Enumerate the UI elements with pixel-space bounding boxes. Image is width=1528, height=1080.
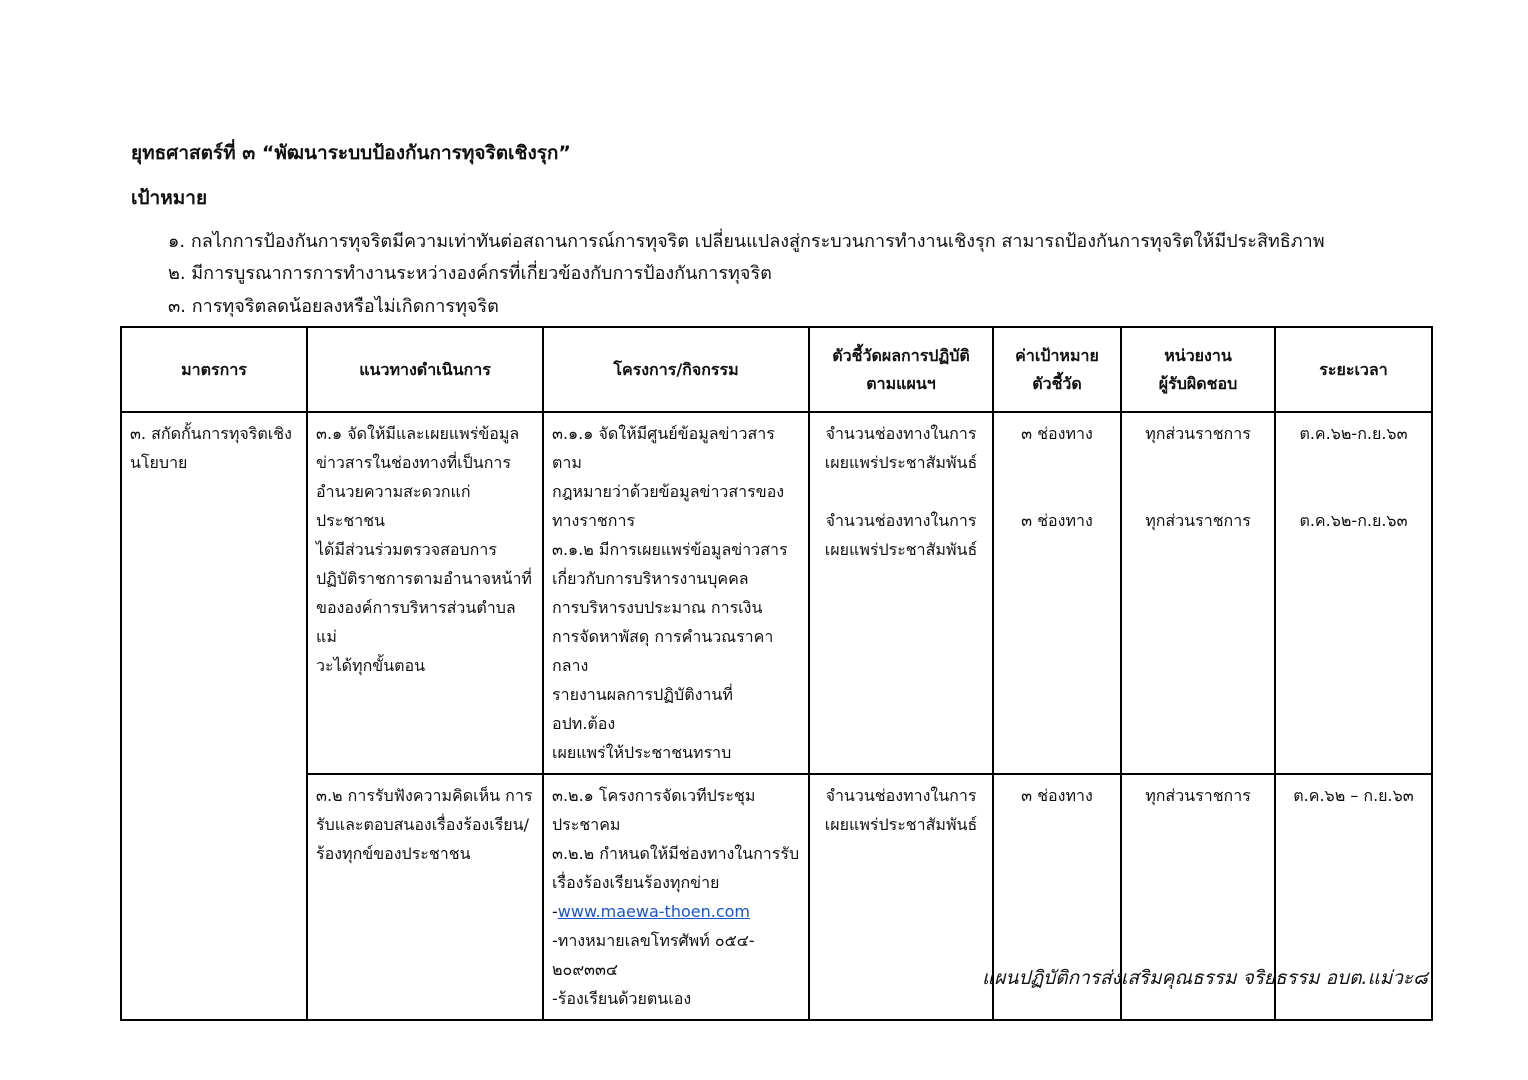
approach-line: ๓.๑ จัดให้มีและเผยแพร่ข้อมูล bbox=[316, 424, 520, 443]
project-line: ๓.๒.๑ โครงการจัดเวทีประชุม bbox=[552, 786, 756, 805]
header-measure: มาตรการ bbox=[121, 327, 307, 412]
website-line bbox=[552, 897, 800, 926]
project-line: ๓.๒.๒ กำหนดให้มีช่องทางในการรับ bbox=[552, 844, 800, 863]
header-unit-line-2: ผู้รับผิดชอบ bbox=[1158, 373, 1238, 393]
target-cell bbox=[993, 412, 1121, 774]
approach-line: ๓.๒ การรับฟังความคิดเห็น การ bbox=[316, 786, 533, 805]
indicator-line: เผยแพร่ประชาสัมพันธ์ bbox=[824, 540, 978, 559]
header-project: โครงการ/กิจกรรม bbox=[543, 327, 809, 412]
header-period: ระยะเวลา bbox=[1275, 327, 1432, 412]
approach-cell bbox=[307, 412, 543, 774]
period-value: ต.ค.๖๒-ก.ย.๖๓ bbox=[1299, 424, 1408, 443]
header-approach: แนวทางดำเนินการ bbox=[307, 327, 543, 412]
unit-value: ทุกส่วนราชการ bbox=[1145, 511, 1251, 530]
period-cell bbox=[1275, 412, 1432, 774]
approach-line: ได้มีส่วนร่วมตรวจสอบการ bbox=[316, 540, 497, 559]
table-row bbox=[121, 412, 1432, 774]
project-line: ๓.๑.๒ มีการเผยแพร่ข้อมูลข่าวสาร bbox=[552, 540, 788, 559]
approach-line: อำนวยความสะดวกแก่ประชาชน bbox=[316, 482, 471, 530]
indicator-line: เผยแพร่ประชาสัมพันธ์ bbox=[824, 815, 978, 834]
project-line: การบริหารงบประมาณ การเงิน bbox=[552, 598, 763, 617]
header-target-line-2: ตัวชี้วัด bbox=[1032, 373, 1082, 393]
unit-value: ทุกส่วนราชการ bbox=[1145, 424, 1251, 443]
approach-line: ข่าวสารในช่องทางที่เป็นการ bbox=[316, 453, 511, 472]
unit-cell bbox=[1121, 412, 1275, 774]
indicator-line: จำนวนช่องทางในการ bbox=[825, 424, 977, 443]
approach-line: ขององค์การบริหารส่วนตำบลแม่ bbox=[316, 598, 516, 646]
approach-line: รับและตอบสนองเรื่องร้องเรียน/ bbox=[316, 815, 530, 834]
measure-cell bbox=[121, 412, 307, 1020]
target-value: ๓ ช่องทาง bbox=[1021, 424, 1093, 443]
header-indicator bbox=[809, 327, 993, 412]
target-value: ๓ ช่องทาง bbox=[1021, 786, 1093, 805]
project-line: รายงานผลการปฏิบัติงานที่ อปท.ต้อง bbox=[552, 685, 733, 733]
strategy-heading: ยุทธศาสตร์ที่ ๓ “พัฒนาระบบป้องกันการทุจริตเชิงรุก” bbox=[131, 142, 571, 164]
goals-heading: เป้าหมาย bbox=[131, 187, 208, 209]
goal-item-3: ๓. การทุจริตลดน้อยลงหรือไม่เกิดการทุจริต bbox=[168, 296, 499, 317]
header-indicator-line-2: ตามแผนฯ bbox=[866, 373, 936, 393]
project-line: ประชาคม bbox=[552, 815, 621, 834]
period-value: ต.ค.๖๒ – ก.ย.๖๓ bbox=[1293, 786, 1414, 805]
header-responsible-unit bbox=[1121, 327, 1275, 412]
project-line: กฎหมายว่าด้วยข้อมูลข่าวสารของ bbox=[552, 482, 785, 501]
approach-line: ปฏิบัติราชการตามอำนาจหน้าที่ bbox=[316, 569, 532, 588]
website-link[interactable]: www.maewa-thoen.com bbox=[557, 902, 750, 921]
project-line: เรื่องร้องเรียนร้องทุกข่าย bbox=[552, 873, 720, 892]
project-line: ๓.๑.๑ จัดให้มีศูนย์ข้อมูลข่าวสารตาม bbox=[552, 424, 775, 472]
document-footer: แผนปฏิบัติการส่งเสริมคุณธรรม จริยธรรม อบต.แม่วะ๘ bbox=[982, 967, 1428, 989]
unit-value: ทุกส่วนราชการ bbox=[1145, 786, 1251, 805]
indicator-line: เผยแพร่ประชาสัมพันธ์ bbox=[824, 453, 978, 472]
project-line: เผยแพร่ให้ประชาชนทราบ bbox=[552, 743, 732, 762]
measure-line: นโยบาย bbox=[130, 453, 188, 472]
header-unit-line-1: หน่วยงาน bbox=[1164, 345, 1232, 365]
measure-line: ๓. สกัดกั้นการทุจริตเชิง bbox=[130, 424, 292, 443]
action-plan-table bbox=[120, 326, 1433, 1021]
project-line: เกี่ยวกับการบริหารงานบุคคล bbox=[552, 569, 749, 588]
project-line: -ร้องเรียนด้วยตนเอง bbox=[552, 989, 692, 1008]
header-indicator-line-1: ตัวชี้วัดผลการปฏิบัติ bbox=[832, 345, 970, 365]
target-value: ๓ ช่องทาง bbox=[1021, 511, 1093, 530]
indicator-line: จำนวนช่องทางในการ bbox=[825, 511, 977, 530]
indicator-line: จำนวนช่องทางในการ bbox=[825, 786, 977, 805]
project-line: ๒๐๙๓๓๔ bbox=[552, 960, 619, 979]
header-target bbox=[993, 327, 1121, 412]
goal-item-1: ๑. กลไกการป้องกันการทุจริตมีความเท่าทันต่อสถานการณ์การทุจริต เปลี่ยนแปลงสู่กระบวนการทำงานเชิงรุก สามารถป้องกันการทุจริตให้มีประสิทธิภาพ bbox=[168, 231, 1325, 252]
table-header-row bbox=[121, 327, 1432, 412]
approach-cell bbox=[307, 774, 543, 1020]
project-cell bbox=[543, 412, 809, 774]
indicator-cell bbox=[809, 774, 993, 1020]
indicator-cell bbox=[809, 412, 993, 774]
website-prefix: - bbox=[552, 902, 558, 921]
header-target-line-1: ค่าเป้าหมาย bbox=[1015, 345, 1099, 365]
project-line: การจัดหาพัสดุ การคำนวณราคากลาง bbox=[552, 627, 774, 675]
project-line: ทางราชการ bbox=[552, 511, 636, 530]
project-line: -ทางหมายเลขโทรศัพท์ ๐๕๔- bbox=[552, 931, 755, 950]
period-value: ต.ค.๖๒-ก.ย.๖๓ bbox=[1299, 511, 1408, 530]
goal-item-2: ๒. มีการบูรณาการการทำงานระหว่างองค์กรที่เกี่ยวข้องกับการป้องกันการทุจริต bbox=[168, 263, 772, 284]
project-cell bbox=[543, 774, 809, 1020]
approach-line: วะได้ทุกขั้นตอน bbox=[316, 656, 426, 675]
approach-line: ร้องทุกข์ของประชาชน bbox=[316, 844, 471, 863]
